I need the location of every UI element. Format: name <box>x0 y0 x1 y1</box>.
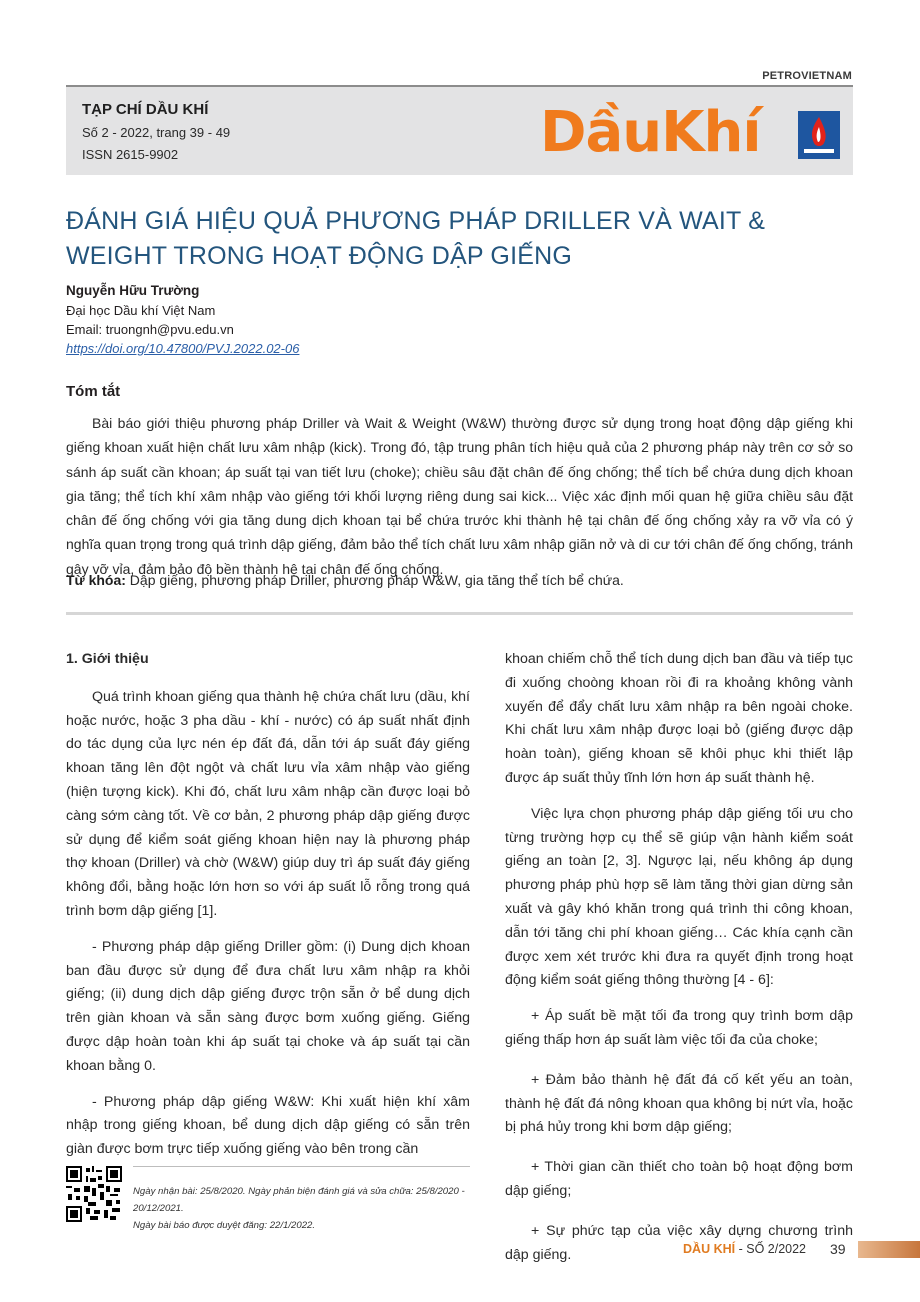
keywords <box>66 569 853 591</box>
paragraph: - Phương pháp dập giếng W&W: Khi xuất hiện khí xâm nhập trong giếng khoan, bể dung dịch dập giếng có sẵn trên giàn được bơm trực tiếp xuống giếng vào bên trong cần <box>66 1093 470 1158</box>
footer-journal-name: DẦU KHÍ <box>683 1242 736 1256</box>
section-divider <box>66 612 853 615</box>
abstract-heading: Tóm tắt <box>66 383 121 400</box>
bullet-item: + Áp suất bề mặt tối đa trong quy trình bơm dập giếng thấp hơn áp suất làm việc tối đa của choke; <box>505 1008 853 1048</box>
page-number: 39 <box>830 1241 846 1257</box>
publisher-brand: PETROVIETNAM <box>762 70 852 82</box>
section-heading: 1. Giới thiệu <box>66 651 149 667</box>
author-affiliation: Đại học Dầu khí Việt Nam <box>66 303 216 318</box>
issue-info: Số 2 - 2022, trang 39 - 49 <box>82 125 231 140</box>
journal-logo: DầuKhí <box>540 100 761 165</box>
keywords-list: Dập giếng, phương pháp Driller, phương pháp W&W, gia tăng thể tích bể chứa. <box>125 572 624 588</box>
issn: ISSN 2615-9902 <box>82 147 179 162</box>
author-email: Email: truongnh@pvu.edu.vn <box>66 322 234 337</box>
column-right <box>505 648 853 1283</box>
qr-code-icon <box>66 1166 122 1222</box>
article-title: ĐÁNH GIÁ HIỆU QUẢ PHƯƠNG PHÁP DRILLER VÀ WAIT & WEIGHT TRONG HOẠT ĐỘNG DẬP GIẾNG <box>66 207 766 270</box>
paragraph: Quá trình khoan giếng qua thành hệ chứa chất lưu (dầu, khí hoặc nước, hoặc 3 pha dầu - khí - nước) có áp suất nhất định do tác dụng của lực nén ép đất đá, dẫn tới áp suất đáy giếng khoan tăng lên đột ngột và chất lưu vỉa xâm nhập vào giếng (hiện tượng kick). Khi đó, chất lưu xâm nhập cần được loại bỏ càng sớm càng tốt. Về cơ bản, 2 phương pháp dập giếng được sử dụng để kiểm soát giếng khoan hiện nay là phương pháp thợ khoan (Driller) và chờ (W&W) giúp duy trì áp suất đáy giếng không đổi, bằng hoặc lớn hơn so với áp suất lỗ rỗng trong quá trình bơm dập giếng [1]. <box>66 688 470 919</box>
bullet-item: + Thời gian cần thiết cho toàn bộ hoạt động bơm dập giếng; <box>505 1159 853 1199</box>
paragraph: - Phương pháp dập giếng Driller gồm: (i) Dung dịch khoan ban đầu được sử dụng để đưa chất lưu xâm nhập ra khỏi giếng; (ii) dung dịch dập giếng được trộn sẵn ở bể dung dịch trên giàn khoan và sẵn sàng được bơm xuống giếng. Giếng được dập hoàn toàn khi áp suất tại choke và áp suất tại cần khoan bằng 0. <box>66 938 470 1074</box>
bullet-item: + Sự phức tạp của việc xây dựng chương trình dập giếng. <box>505 1222 853 1263</box>
dates-rule <box>133 1166 470 1167</box>
column-left <box>66 648 470 1174</box>
dates-line: Ngày bài báo được duyệt đăng: 22/1/2022. <box>133 1220 316 1231</box>
abstract-text: Bài báo giới thiệu phương pháp Driller và Wait & Weight (W&W) thường được sử dụng trong hoạt động dập giếng khi giếng khoan xuất hiện chất lưu xâm nhập (kick). Trong đó, tập trung phân tích hiệu quả của 2 phương pháp này trên cơ sở so sánh áp suất cần khoan; áp suất tại van tiết lưu (choke); chiều sâu đặt chân đế ống chống; thể tích bể chứa dung dịch khoan gia tăng; thể tích khí xâm nhập vào giếng tới khối lượng riêng dung sai kick... Việc xác định mối quan hệ giữa chiều sâu đặt chân đế ống chống với gia tăng dung dịch khoan tại bể chứa trước khi thành hệ tại chân đế ống chống xảy ra vỡ vỉa có ý nghĩa quan trọng trong quá trình dập giếng, đảm bảo thể tích chất lưu xâm nhập giãn nở và di cư tới chân đế ống chống, tránh gây vỡ vỉa, đảm bảo độ bền thành hệ tại chân đế ống chống. <box>66 415 853 577</box>
paragraph: Việc lựa chọn phương pháp dập giếng tối ưu cho từng trường hợp cụ thể sẽ giúp vận hành kiểm soát giếng an toàn [2, 3]. Ngược lại, nếu không áp dụng phương pháp phù hợp sẽ làm tăng thời gian dừng sản xuất và gây khó khăn trong quá trình thi công khoan, dẫn tới tăng chi phí khoan giếng… Các khía cạnh cần được xem xét trước khi đưa ra quyết định trong hoạt động kiểm soát giếng thông thường [4 - 6]: <box>505 805 853 989</box>
footer-accent-bar <box>858 1241 920 1258</box>
bullet-item: + Đảm bảo thành hệ đất đá cố kết yếu an toàn, thành hệ đất đá nông khoan qua không bị nứt vỉa, hoặc bị phá hủy trong khi bơm dập giếng; <box>505 1071 853 1136</box>
doi-link[interactable]: https://doi.org/10.47800/PVJ.2022.02-06 <box>66 341 300 356</box>
journal-header <box>66 87 853 175</box>
petrovietnam-emblem-icon <box>798 111 840 159</box>
keywords-label: Từ khóa: <box>66 572 126 588</box>
dates-line: Ngày nhận bài: 25/8/2020. Ngày phản biện đánh giá và sửa chữa: 25/8/2020 - 20/12/2021. <box>133 1186 465 1214</box>
paragraph: khoan chiếm chỗ thể tích dung dịch ban đầu và tiếp tục đi xuống choòng khoan rồi đi ra khoảng không vành xuyến để đẩy chất lưu xâm nhập ra bên ngoài choke. Khi chất lưu xâm nhập được loại bỏ (giếng được dập hoàn toàn), giếng khoan sẽ khôi phục khi thiết lập được áp suất thủy tĩnh lớn hơn áp suất thành hệ. <box>505 651 853 786</box>
journal-name: TẠP CHÍ DẦU KHÍ <box>82 101 209 118</box>
author-name: Nguyễn Hữu Trường <box>66 283 200 298</box>
footer-issue: - SỐ 2/2022 <box>735 1242 806 1256</box>
footer-journal <box>683 1242 806 1256</box>
submission-dates <box>133 1183 478 1234</box>
